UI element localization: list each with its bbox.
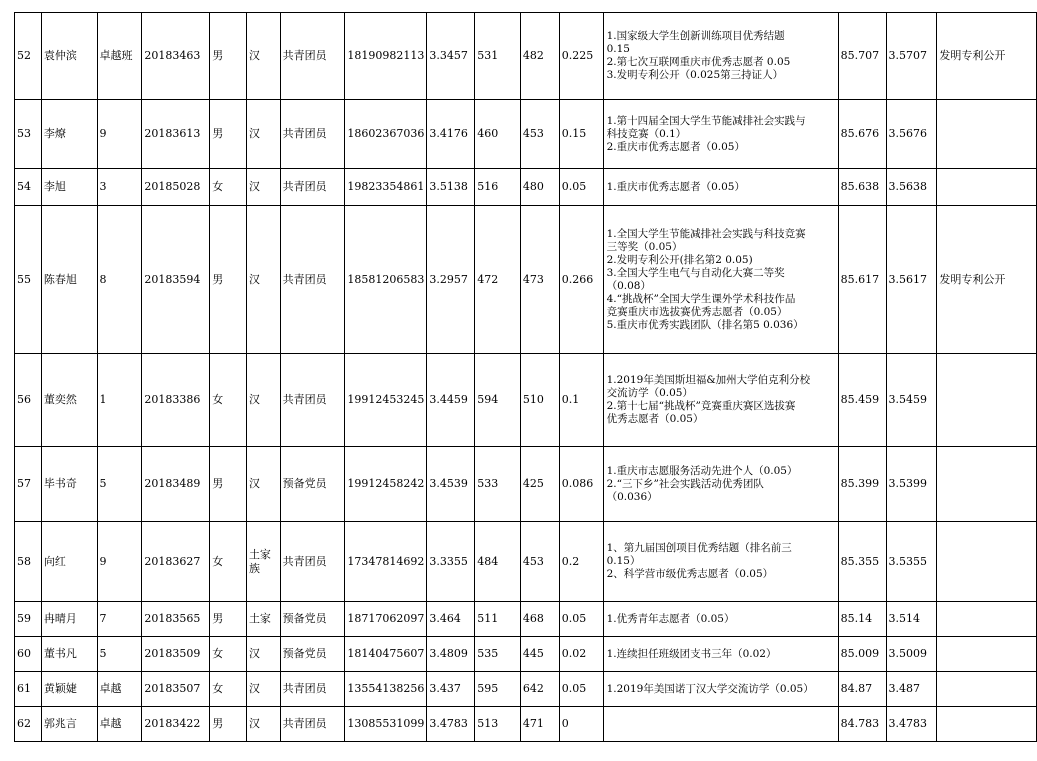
phone-cell: 18717062097	[345, 602, 427, 637]
name-cell: 袁仲滨	[41, 13, 97, 100]
remark-cell	[937, 447, 1037, 522]
total-score-cell: 85.638	[838, 169, 886, 206]
remark-cell	[937, 100, 1037, 169]
total-score-cell: 85.676	[838, 100, 886, 169]
political-status-cell: 预备党员	[280, 447, 345, 522]
remark-cell: 发明专利公开	[937, 206, 1037, 354]
awards-cell: 1.优秀青年志愿者（0.05）	[603, 602, 838, 637]
table-row	[15, 100, 1037, 169]
gpa-cell: 3.4809	[427, 637, 475, 672]
remark-cell	[937, 169, 1037, 206]
gpa-cell: 3.3355	[427, 522, 475, 602]
political-status-cell: 共青团员	[280, 522, 345, 602]
score-b-cell: 453	[520, 522, 559, 602]
gender-cell: 男	[210, 602, 247, 637]
score-a-cell: 535	[475, 637, 521, 672]
final-score-cell: 3.514	[886, 602, 937, 637]
total-score-cell: 85.459	[838, 354, 886, 447]
class-cell: 卓越班	[97, 13, 142, 100]
class-cell: 9	[97, 100, 142, 169]
political-status-cell: 预备党员	[280, 602, 345, 637]
score-b-cell: 473	[520, 206, 559, 354]
table-row	[15, 637, 1037, 672]
table-row	[15, 602, 1037, 637]
awards-cell: 1.全国大学生节能减排社会实践与科技竞赛 三等奖（0.05） 2.发明专利公开(排名第2 0.05) 3.全国大学生电气与自动化大赛二等奖 （0.08） 4.“挑战杯”全国大学生课外学术科技作品 竞赛重庆市选拔赛优秀志愿者（0.05） 5.重庆市优秀实践团队（排名第5 0.036）	[603, 206, 838, 354]
score-b-cell: 510	[520, 354, 559, 447]
bonus-cell: 0.086	[559, 447, 603, 522]
student-id-cell: 20183594	[142, 206, 210, 354]
political-status-cell: 共青团员	[280, 707, 345, 742]
score-a-cell: 472	[475, 206, 521, 354]
gpa-cell: 3.4459	[427, 354, 475, 447]
awards-cell: 1.2019年美国斯坦福&加州大学伯克利分校 交流访学（0.05） 2.第十七届“挑战杯”竞赛重庆赛区选拔赛 优秀志愿者（0.05）	[603, 354, 838, 447]
awards-cell: 1.连续担任班级团支书三年（0.02）	[603, 637, 838, 672]
name-cell: 董奕然	[41, 354, 97, 447]
ethnicity-cell: 土家	[246, 602, 280, 637]
name-cell: 李旭	[41, 169, 97, 206]
remark-cell	[937, 522, 1037, 602]
final-score-cell: 3.4783	[886, 707, 937, 742]
final-score-cell: 3.5009	[886, 637, 937, 672]
final-score-cell: 3.5399	[886, 447, 937, 522]
score-a-cell: 531	[475, 13, 521, 100]
table-row	[15, 707, 1037, 742]
final-score-cell: 3.5638	[886, 169, 937, 206]
rank-cell: 58	[15, 522, 42, 602]
ethnicity-cell: 汉	[246, 354, 280, 447]
bonus-cell: 0.1	[559, 354, 603, 447]
political-status-cell: 共青团员	[280, 206, 345, 354]
ethnicity-cell: 汉	[246, 637, 280, 672]
score-a-cell: 516	[475, 169, 521, 206]
name-cell: 李燎	[41, 100, 97, 169]
score-b-cell: 480	[520, 169, 559, 206]
score-a-cell: 533	[475, 447, 521, 522]
gpa-cell: 3.437	[427, 672, 475, 707]
rank-cell: 55	[15, 206, 42, 354]
gender-cell: 女	[210, 354, 247, 447]
phone-cell: 18190982113	[345, 13, 427, 100]
ethnicity-cell: 汉	[246, 672, 280, 707]
name-cell: 向红	[41, 522, 97, 602]
student-id-cell: 20185028	[142, 169, 210, 206]
remark-cell	[937, 637, 1037, 672]
table-body	[15, 13, 1037, 742]
phone-cell: 18140475607	[345, 637, 427, 672]
rank-cell: 54	[15, 169, 42, 206]
remark-cell: 发明专利公开	[937, 13, 1037, 100]
remark-cell	[937, 672, 1037, 707]
rank-cell: 52	[15, 13, 42, 100]
total-score-cell: 85.355	[838, 522, 886, 602]
ethnicity-cell: 土家 族	[246, 522, 280, 602]
table-row	[15, 447, 1037, 522]
name-cell: 陈春旭	[41, 206, 97, 354]
final-score-cell: 3.5617	[886, 206, 937, 354]
score-b-cell: 642	[520, 672, 559, 707]
score-a-cell: 594	[475, 354, 521, 447]
remark-cell	[937, 354, 1037, 447]
ethnicity-cell: 汉	[246, 169, 280, 206]
total-score-cell: 85.399	[838, 447, 886, 522]
rank-cell: 57	[15, 447, 42, 522]
political-status-cell: 共青团员	[280, 169, 345, 206]
class-cell: 8	[97, 206, 142, 354]
final-score-cell: 3.5355	[886, 522, 937, 602]
gender-cell: 女	[210, 637, 247, 672]
name-cell: 董书凡	[41, 637, 97, 672]
score-a-cell: 511	[475, 602, 521, 637]
phone-cell: 19912458242	[345, 447, 427, 522]
name-cell: 黄颖婕	[41, 672, 97, 707]
score-b-cell: 425	[520, 447, 559, 522]
ethnicity-cell: 汉	[246, 447, 280, 522]
class-cell: 9	[97, 522, 142, 602]
ethnicity-cell: 汉	[246, 206, 280, 354]
ethnicity-cell: 汉	[246, 13, 280, 100]
gender-cell: 女	[210, 672, 247, 707]
gender-cell: 男	[210, 100, 247, 169]
score-b-cell: 453	[520, 100, 559, 169]
gender-cell: 男	[210, 447, 247, 522]
gpa-cell: 3.4539	[427, 447, 475, 522]
phone-cell: 18602367036	[345, 100, 427, 169]
class-cell: 5	[97, 447, 142, 522]
phone-cell: 17347814692	[345, 522, 427, 602]
bonus-cell: 0	[559, 707, 603, 742]
score-b-cell: 471	[520, 707, 559, 742]
gpa-cell: 3.5138	[427, 169, 475, 206]
total-score-cell: 85.707	[838, 13, 886, 100]
political-status-cell: 预备党员	[280, 637, 345, 672]
ethnicity-cell: 汉	[246, 707, 280, 742]
table-row	[15, 354, 1037, 447]
class-cell: 卓越	[97, 707, 142, 742]
class-cell: 5	[97, 637, 142, 672]
student-id-cell: 20183507	[142, 672, 210, 707]
bonus-cell: 0.05	[559, 672, 603, 707]
phone-cell: 13085531099	[345, 707, 427, 742]
gender-cell: 女	[210, 522, 247, 602]
final-score-cell: 3.5707	[886, 13, 937, 100]
gender-cell: 男	[210, 206, 247, 354]
gender-cell: 女	[210, 169, 247, 206]
student-id-cell: 20183565	[142, 602, 210, 637]
awards-cell: 1.国家级大学生创新训练项目优秀结题 0.15 2.第七次互联网重庆市优秀志愿者 0.05 3.发明专利公开（0.025第三持证人）	[603, 13, 838, 100]
political-status-cell: 共青团员	[280, 100, 345, 169]
phone-cell: 13554138256	[345, 672, 427, 707]
class-cell: 7	[97, 602, 142, 637]
total-score-cell: 85.617	[838, 206, 886, 354]
table-row	[15, 169, 1037, 206]
class-cell: 1	[97, 354, 142, 447]
class-cell: 卓越	[97, 672, 142, 707]
gpa-cell: 3.4783	[427, 707, 475, 742]
bonus-cell: 0.15	[559, 100, 603, 169]
total-score-cell: 85.009	[838, 637, 886, 672]
total-score-cell: 84.87	[838, 672, 886, 707]
score-b-cell: 482	[520, 13, 559, 100]
remark-cell	[937, 602, 1037, 637]
political-status-cell: 共青团员	[280, 672, 345, 707]
political-status-cell: 共青团员	[280, 13, 345, 100]
bonus-cell: 0.266	[559, 206, 603, 354]
political-status-cell: 共青团员	[280, 354, 345, 447]
name-cell: 郭兆言	[41, 707, 97, 742]
phone-cell: 19823354861	[345, 169, 427, 206]
gpa-cell: 3.3457	[427, 13, 475, 100]
ranking-table	[14, 12, 1037, 742]
awards-cell: 1.重庆市优秀志愿者（0.05）	[603, 169, 838, 206]
bonus-cell: 0.05	[559, 169, 603, 206]
student-id-cell: 20183386	[142, 354, 210, 447]
score-a-cell: 513	[475, 707, 521, 742]
name-cell: 冉晴月	[41, 602, 97, 637]
total-score-cell: 85.14	[838, 602, 886, 637]
total-score-cell: 84.783	[838, 707, 886, 742]
class-cell: 3	[97, 169, 142, 206]
student-id-cell: 20183613	[142, 100, 210, 169]
awards-cell: 1、第九届国创项目优秀结题（排名前三 0.15） 2、科学营市级优秀志愿者（0.05）	[603, 522, 838, 602]
gender-cell: 男	[210, 707, 247, 742]
final-score-cell: 3.5676	[886, 100, 937, 169]
bonus-cell: 0.2	[559, 522, 603, 602]
score-b-cell: 468	[520, 602, 559, 637]
student-id-cell: 20183422	[142, 707, 210, 742]
final-score-cell: 3.487	[886, 672, 937, 707]
bonus-cell: 0.225	[559, 13, 603, 100]
final-score-cell: 3.5459	[886, 354, 937, 447]
table-row	[15, 13, 1037, 100]
rank-cell: 60	[15, 637, 42, 672]
remark-cell	[937, 707, 1037, 742]
awards-cell: 1.第十四届全国大学生节能减排社会实践与 科技竞赛（0.1） 2.重庆市优秀志愿者（0.05）	[603, 100, 838, 169]
score-b-cell: 445	[520, 637, 559, 672]
gpa-cell: 3.464	[427, 602, 475, 637]
rank-cell: 53	[15, 100, 42, 169]
rank-cell: 62	[15, 707, 42, 742]
gender-cell: 男	[210, 13, 247, 100]
score-a-cell: 460	[475, 100, 521, 169]
name-cell: 毕书奇	[41, 447, 97, 522]
bonus-cell: 0.02	[559, 637, 603, 672]
ethnicity-cell: 汉	[246, 100, 280, 169]
score-a-cell: 595	[475, 672, 521, 707]
score-a-cell: 484	[475, 522, 521, 602]
student-id-cell: 20183489	[142, 447, 210, 522]
rank-cell: 59	[15, 602, 42, 637]
student-id-cell: 20183627	[142, 522, 210, 602]
table-row	[15, 206, 1037, 354]
table-row	[15, 522, 1037, 602]
phone-cell: 19912453245	[345, 354, 427, 447]
rank-cell: 56	[15, 354, 42, 447]
awards-cell: 1.重庆市志愿服务活动先进个人（0.05） 2.“三下乡”社会实践活动优秀团队 （0.036）	[603, 447, 838, 522]
gpa-cell: 3.2957	[427, 206, 475, 354]
phone-cell: 18581206583	[345, 206, 427, 354]
student-id-cell: 20183463	[142, 13, 210, 100]
awards-cell	[603, 707, 838, 742]
table-row	[15, 672, 1037, 707]
student-id-cell: 20183509	[142, 637, 210, 672]
rank-cell: 61	[15, 672, 42, 707]
gpa-cell: 3.4176	[427, 100, 475, 169]
awards-cell: 1.2019年美国诺丁汉大学交流访学（0.05）	[603, 672, 838, 707]
bonus-cell: 0.05	[559, 602, 603, 637]
